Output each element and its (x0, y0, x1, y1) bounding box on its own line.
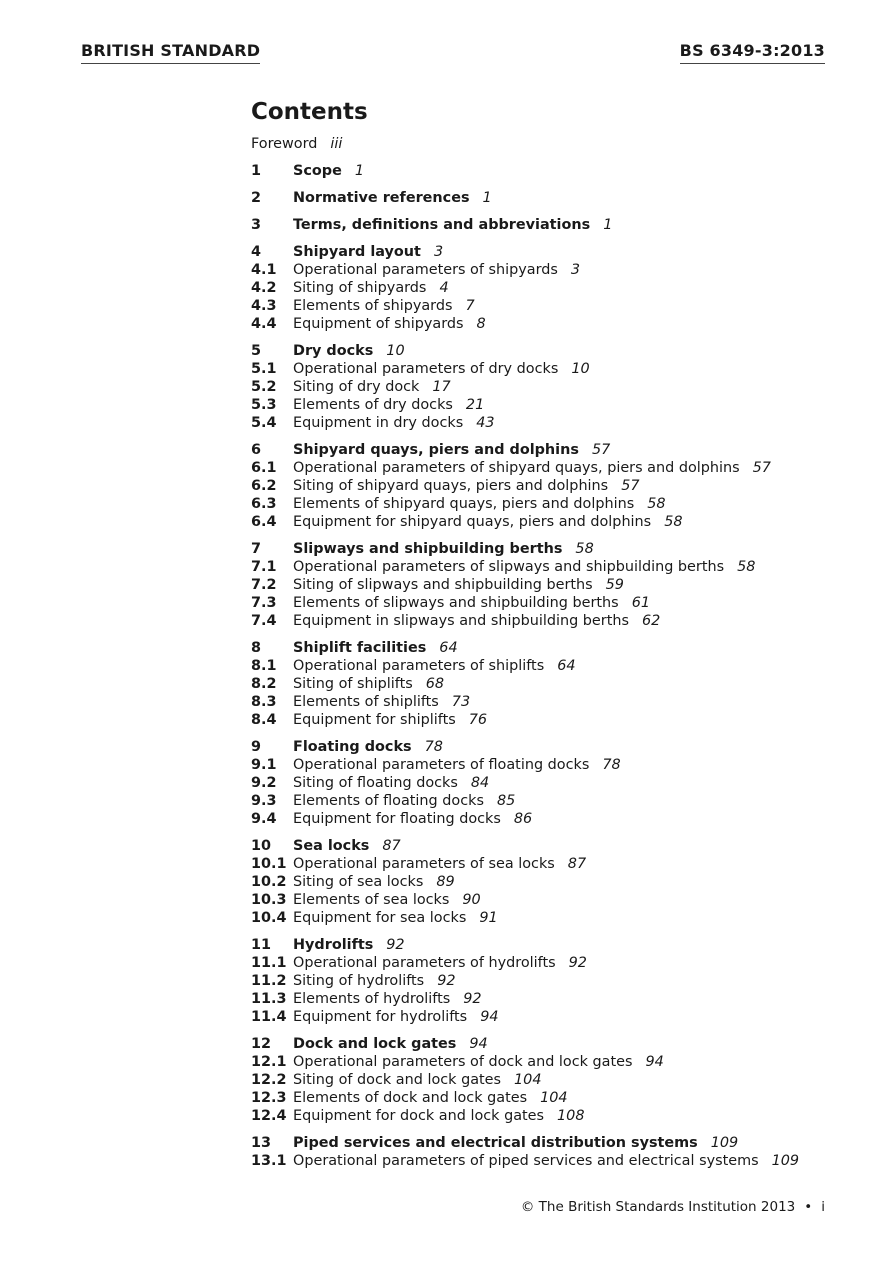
page-number: i (821, 1199, 825, 1215)
toc-entry-title: Elements of sea locks (293, 892, 450, 908)
toc-entry-page: 78 (602, 757, 621, 773)
toc-entry-number: 13 (251, 1135, 272, 1151)
toc-subsection-entry[interactable] (251, 279, 851, 297)
toc-entry-page: 17 (432, 379, 451, 395)
toc-section-entry[interactable] (251, 342, 851, 360)
toc-entry-number: 12.3 (251, 1090, 287, 1106)
toc-entry-title: Equipment in slipways and shipbuilding berths (293, 613, 629, 629)
toc-subsection-entry[interactable] (251, 873, 851, 891)
toc-section-entry[interactable] (251, 162, 851, 180)
toc-entry-number: 10 (251, 838, 272, 854)
toc-entry-title: Siting of shipyard quays, piers and dolphins (293, 478, 609, 494)
toc-entry-page: 58 (647, 496, 666, 512)
toc-subsection-entry[interactable] (251, 774, 851, 792)
toc-entry-number: 1 (251, 163, 262, 179)
toc-entry-number: 7 (251, 541, 262, 557)
toc-subsection-entry[interactable] (251, 1089, 851, 1107)
toc-entry-page: 73 (451, 694, 471, 710)
toc-entry-number: 5.3 (251, 397, 277, 413)
toc-entry-page: 92 (386, 937, 405, 953)
toc-entry-number: 10.1 (251, 856, 287, 872)
toc-entry-number: 12.2 (251, 1072, 287, 1088)
bullet-separator: • (804, 1199, 813, 1215)
toc-entry-number: 5 (251, 343, 262, 359)
toc-entry-title: Operational parameters of shipyard quays, piers and dolphins (293, 460, 740, 476)
toc-entry-number: 6 (251, 442, 262, 458)
toc-entry-page: 61 (631, 595, 650, 611)
toc-entry-number: 4 (251, 244, 262, 260)
toc-entry-number: 5.1 (251, 361, 277, 377)
toc-subsection-entry[interactable] (251, 711, 851, 729)
toc-entry-page: 58 (575, 541, 594, 557)
toc-entry-title: Equipment in dry docks (293, 415, 464, 431)
toc-entry-title: Siting of shipyards (293, 280, 427, 296)
toc-entry-title: Equipment for shipyard quays, piers and dolphins (293, 514, 652, 530)
toc-entry-page: 84 (470, 775, 490, 791)
toc-entry-number: 9.3 (251, 793, 277, 809)
header-left-label: BRITISH STANDARD (81, 41, 260, 64)
toc-entry-title: Operational parameters of hydrolifts (293, 955, 556, 971)
toc-subsection-entry[interactable] (251, 891, 851, 909)
toc-subsection-entry[interactable] (251, 414, 851, 432)
toc-entry-page: 94 (469, 1036, 488, 1052)
toc-entry-page: 57 (752, 460, 771, 476)
toc-entry-number: 11.4 (251, 1009, 287, 1025)
toc-section-entry[interactable] (251, 441, 851, 459)
toc-subsection-entry[interactable] (251, 576, 851, 594)
toc-entry-number: 4.3 (251, 298, 277, 314)
toc-entry-title: Operational parameters of shiplifts (293, 658, 545, 674)
toc-entry-title: Elements of shipyards (293, 298, 453, 314)
toc-entry-page: 76 (468, 712, 488, 728)
toc-entry-title: Operational parameters of floating docks (293, 757, 590, 773)
toc-entry-title: Equipment for sea locks (293, 910, 467, 926)
toc-entry-title: Operational parameters of sea locks (293, 856, 555, 872)
toc-entry-title: Operational parameters of dry docks (293, 361, 559, 377)
toc-entry-number: 4.4 (251, 316, 277, 332)
toc-entry-number: 10.4 (251, 910, 287, 926)
toc-entry-page: 58 (737, 559, 756, 575)
toc-subsection-entry[interactable] (251, 756, 851, 774)
toc-entry-number: 12.4 (251, 1108, 287, 1124)
toc-entry-page: 57 (591, 442, 611, 458)
toc-entry-title: Sea locks (293, 838, 370, 854)
toc-entry-title: Floating docks (293, 739, 412, 755)
toc-entry-title: Operational parameters of dock and lock gates (293, 1054, 633, 1070)
toc-subsection-entry[interactable] (251, 855, 851, 873)
toc-entry-title: Shipyard quays, piers and dolphins (293, 442, 579, 458)
toc-entry-page: 92 (568, 955, 587, 971)
toc-entry-number: 13.1 (251, 1153, 287, 1169)
toc-entry-title: Shipyard layout (293, 244, 421, 260)
toc-entry-title: Piped services and electrical distribution systems (293, 1135, 698, 1151)
toc-entry-title: Dock and lock gates (293, 1036, 457, 1052)
toc-entry-title: Elements of shipyard quays, piers and dolphins (293, 496, 635, 512)
toc-entry-number: 11.3 (251, 991, 287, 1007)
toc-entry-page: 1 (603, 217, 613, 233)
toc-subsection-entry[interactable] (251, 972, 851, 990)
toc-entry-number: 4.1 (251, 262, 277, 278)
toc-entry-title: Elements of floating docks (293, 793, 484, 809)
toc-subsection-entry[interactable] (251, 1071, 851, 1089)
toc-entry-title: Siting of dry dock (293, 379, 420, 395)
toc-entry-number: 8 (251, 640, 262, 656)
toc-entry-number: 8.1 (251, 658, 277, 674)
toc-section-entry[interactable] (251, 1035, 851, 1053)
toc-entry-number: 3 (251, 217, 262, 233)
toc-entry-title: Siting of hydrolifts (293, 973, 425, 989)
toc-entry-title: Terms, definitions and abbreviations (293, 217, 591, 233)
toc-subsection-entry[interactable] (251, 954, 851, 972)
toc-entry-number: 7.1 (251, 559, 277, 575)
toc-entry-page: 104 (514, 1072, 542, 1088)
toc-subsection-entry[interactable] (251, 1053, 851, 1071)
toc-subsection-entry[interactable] (251, 612, 851, 630)
toc-subsection-entry[interactable] (251, 360, 851, 378)
toc-entry-page: 64 (557, 658, 576, 674)
toc-entry-page: 62 (641, 613, 661, 629)
table-of-contents (251, 135, 851, 1170)
toc-entry-page: 92 (463, 991, 482, 1007)
toc-entry-title: Elements of shiplifts (293, 694, 439, 710)
toc-section-entry[interactable] (251, 243, 851, 261)
toc-entry-title: Shiplift facilities (293, 640, 427, 656)
toc-entry-number: 8.2 (251, 676, 277, 692)
toc-section-entry[interactable] (251, 936, 851, 954)
toc-subsection-entry[interactable] (251, 693, 851, 711)
toc-entry-page: 3 (570, 262, 581, 278)
toc-entry-page: 87 (567, 856, 587, 872)
toc-entry-page: 85 (496, 793, 516, 809)
toc-entry-page: 4 (439, 280, 449, 296)
toc-subsection-entry[interactable] (251, 297, 851, 315)
toc-entry-page: 1 (354, 163, 364, 179)
toc-entry-number: 6.2 (251, 478, 277, 494)
toc-entry-title: Siting of sea locks (293, 874, 424, 890)
toc-subsection-entry[interactable] (251, 1107, 851, 1125)
toc-entry-title: Elements of hydrolifts (293, 991, 451, 1007)
toc-subsection-entry[interactable] (251, 459, 851, 477)
toc-entry-number: 11 (251, 937, 272, 953)
toc-subsection-entry[interactable] (251, 909, 851, 927)
toc-entry-title: Equipment for floating docks (293, 811, 501, 827)
toc-subsection-entry[interactable] (251, 261, 851, 279)
toc-entry-page: 8 (476, 316, 486, 332)
toc-entry-title: Siting of slipways and shipbuilding berths (293, 577, 593, 593)
toc-entry-title: Operational parameters of piped services and electrical systems (293, 1153, 759, 1169)
toc-entry-page: 94 (480, 1009, 499, 1025)
toc-subsection-entry[interactable] (251, 495, 851, 513)
toc-entry-page: 57 (621, 478, 640, 494)
toc-entry-title: Equipment for hydrolifts (293, 1009, 468, 1025)
toc-entry-number: 5.2 (251, 379, 277, 395)
toc-section-entry[interactable] (251, 738, 851, 756)
toc-entry-number: 4.2 (251, 280, 277, 296)
toc-entry-title: Equipment of shipyards (293, 316, 464, 332)
toc-entry-page: 58 (664, 514, 683, 530)
toc-entry-foreword[interactable] (251, 135, 851, 153)
page-title: Contents (251, 99, 368, 125)
toc-entry-title: Siting of dock and lock gates (293, 1072, 502, 1088)
toc-entry-page: iii (330, 136, 343, 152)
toc-entry-number: 8.4 (251, 712, 277, 728)
toc-entry-page: 1 (482, 190, 492, 206)
toc-subsection-entry[interactable] (251, 990, 851, 1008)
toc-subsection-entry[interactable] (251, 1008, 851, 1026)
toc-entry-number: 8.3 (251, 694, 277, 710)
toc-subsection-entry[interactable] (251, 558, 851, 576)
toc-entry-title: Elements of dry docks (293, 397, 453, 413)
toc-entry-page: 78 (424, 739, 443, 755)
toc-entry-number: 9 (251, 739, 262, 755)
toc-entry-title: Hydrolifts (293, 937, 374, 953)
toc-subsection-entry[interactable] (251, 792, 851, 810)
toc-entry-page: 94 (645, 1054, 664, 1070)
toc-entry-title: Operational parameters of shipyards (293, 262, 558, 278)
toc-entry-number: 6.1 (251, 460, 277, 476)
copyright-notice: © The British Standards Institution 2013 (520, 1199, 796, 1215)
toc-entry-page: 68 (425, 676, 445, 692)
toc-section-entry[interactable] (251, 639, 851, 657)
toc-subsection-entry[interactable] (251, 594, 851, 612)
toc-subsection-entry[interactable] (251, 1152, 851, 1170)
toc-entry-page: 87 (382, 838, 401, 854)
toc-entry-title: Operational parameters of slipways and shipbuilding berths (293, 559, 725, 575)
toc-entry-number: 7.3 (251, 595, 277, 611)
toc-entry-page: 3 (433, 244, 444, 260)
toc-subsection-entry[interactable] (251, 810, 851, 828)
toc-entry-number: 12.1 (251, 1054, 287, 1070)
toc-entry-title: Normative references (293, 190, 470, 206)
toc-entry-title: Elements of slipways and shipbuilding berths (293, 595, 619, 611)
toc-section-entry[interactable] (251, 216, 851, 234)
toc-entry-page: 89 (436, 874, 455, 890)
toc-entry-number: 2 (251, 190, 262, 206)
toc-entry-page: 86 (513, 811, 533, 827)
toc-entry-title: Dry docks (293, 343, 374, 359)
toc-entry-title: Siting of shiplifts (293, 676, 413, 692)
header-right-label: BS 6349-3:2013 (680, 41, 825, 64)
toc-entry-page: 104 (540, 1090, 568, 1106)
toc-entry-page: 10 (571, 361, 590, 377)
toc-entry-page: 43 (476, 415, 495, 431)
toc-subsection-entry[interactable] (251, 396, 851, 414)
toc-entry-page: 21 (465, 397, 485, 413)
toc-subsection-entry[interactable] (251, 513, 851, 531)
toc-subsection-entry[interactable] (251, 477, 851, 495)
toc-entry-number: 6.4 (251, 514, 277, 530)
page-footer (521, 1198, 825, 1216)
toc-entry-page: 64 (439, 640, 458, 656)
toc-entry-number: 7.2 (251, 577, 277, 593)
toc-section-entry[interactable] (251, 837, 851, 855)
toc-entry-page: 90 (462, 892, 481, 908)
toc-entry-title: Foreword (251, 136, 318, 152)
toc-entry-page: 10 (386, 343, 405, 359)
toc-entry-page: 91 (479, 910, 498, 926)
toc-entry-number: 11.2 (251, 973, 287, 989)
toc-entry-number: 12 (251, 1036, 272, 1052)
toc-section-entry[interactable] (251, 189, 851, 207)
toc-entry-number: 6.3 (251, 496, 277, 512)
toc-entry-page: 59 (605, 577, 624, 593)
toc-entry-page: 109 (710, 1135, 739, 1151)
toc-entry-title: Elements of dock and lock gates (293, 1090, 528, 1106)
toc-section-entry[interactable] (251, 540, 851, 558)
toc-entry-number: 9.1 (251, 757, 277, 773)
toc-entry-page: 92 (437, 973, 456, 989)
toc-entry-number: 10.3 (251, 892, 287, 908)
toc-entry-page: 109 (771, 1153, 800, 1169)
toc-subsection-entry[interactable] (251, 675, 851, 693)
toc-entry-title: Equipment for shiplifts (293, 712, 456, 728)
toc-subsection-entry[interactable] (251, 657, 851, 675)
toc-entry-title: Siting of floating docks (293, 775, 458, 791)
toc-entry-page: 7 (465, 298, 475, 314)
toc-entry-title: Scope (293, 163, 342, 179)
toc-entry-number: 7.4 (251, 613, 277, 629)
toc-subsection-entry[interactable] (251, 378, 851, 396)
toc-entry-title: Slipways and shipbuilding berths (293, 541, 563, 557)
toc-entry-number: 9.4 (251, 811, 277, 827)
toc-subsection-entry[interactable] (251, 315, 851, 333)
toc-entry-number: 10.2 (251, 874, 287, 890)
toc-entry-number: 11.1 (251, 955, 287, 971)
toc-section-entry[interactable] (251, 1134, 851, 1152)
toc-entry-number: 5.4 (251, 415, 277, 431)
toc-entry-page: 108 (557, 1108, 585, 1124)
toc-entry-title: Equipment for dock and lock gates (293, 1108, 545, 1124)
toc-entry-number: 9.2 (251, 775, 277, 791)
